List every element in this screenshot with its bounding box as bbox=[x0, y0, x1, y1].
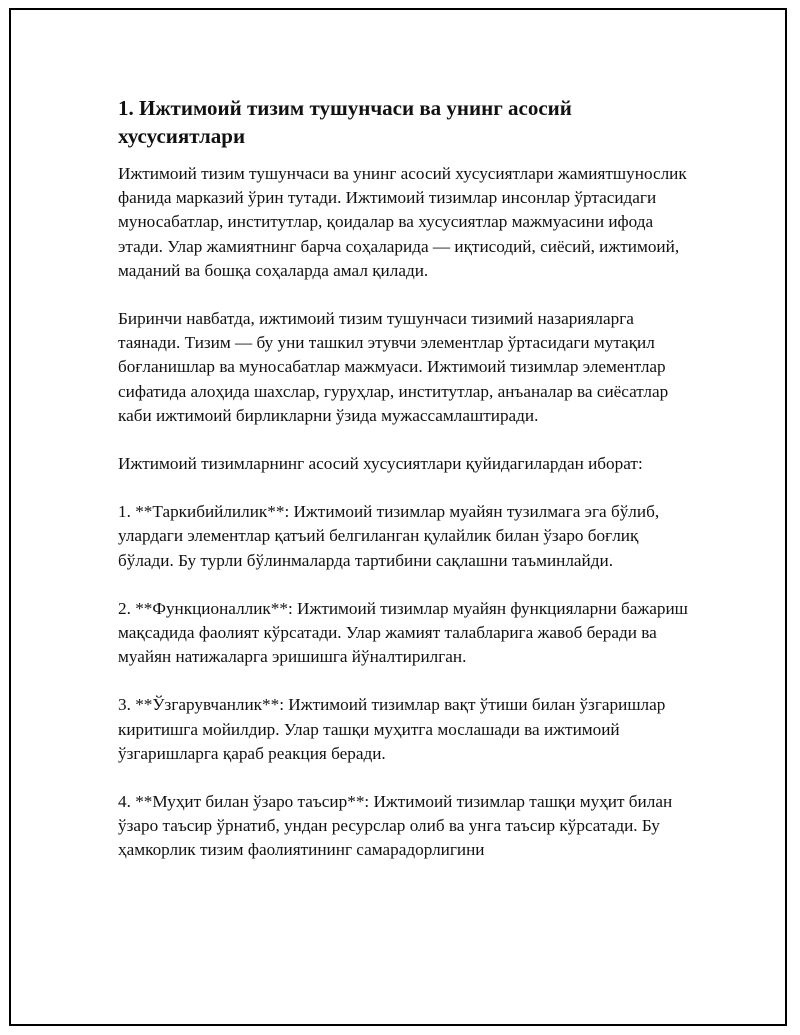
paragraph-features-lead: Ижтимоий тизимларнинг асосий хусусиятлари қуйидагилардан иборат: bbox=[118, 454, 643, 474]
paragraph-intro: Ижтимоий тизим тушунчаси ва унинг асосий хусусиятлари жамиятшунослик фанида марказий ўрин тутади. Ижтимоий тизимлар инсонлар ўртасидаги муносабатлар, институтлар, қоидалар ва хусусиятлар мажмуасини ифода этади. Улар жамиятнинг барча соҳаларида — иқтисодий, сиёсий, ижтимоий, маданий ва бошқа соҳаларда амал қилади. bbox=[118, 164, 687, 280]
list-item-variability: 3. **Ўзгарувчанлик**: Ижтимоий тизимлар вақт ўтиши билан ўзгаришлар киритишга мойилдир. Улар ташқи муҳитга мослашади ва ижтимоий ўзгаришларга қараб реакция беради. bbox=[118, 695, 666, 763]
paragraph-system-theory: Биринчи навбатда, ижтимоий тизим тушунчаси тизимий назарияларга таянади. Тизим — бу уни ташкил этувчи элементлар ўртасидаги мутақил боғланишлар ва муносабатлар мажмуаси. Ижтимоий тизимлар элементлар сифатида алоҳида шахслар, гуруҳлар, институтлар, анъаналар ва сиёсатлар каби ижтимоий бирликларни ўзида мужассамлаштиради. bbox=[118, 309, 669, 425]
document-body bbox=[118, 94, 688, 887]
list-item-environment: 4. **Муҳит билан ўзаро таъсир**: Ижтимоий тизимлар ташқи муҳит билан ўзаро таъсир ўрнатиб, ундан ресурслар олиб ва унга таъсир кўрсатади. Бу ҳамкорлик тизим фаолиятининг самарадорлигини bbox=[118, 792, 673, 860]
section-title: 1. Ижтимоий тизим тушунчаси ва унинг асосий хусусиятлари bbox=[118, 96, 572, 148]
list-item-structure: 1. **Таркибийлилик**: Ижтимоий тизимлар муайян тузилмага эга бўлиб, улардаги элементлар қатъий белгиланган қулайлик билан ўзаро боғлиқ бўлади. Бу турли бўлинмаларда тартибини сақлашни таъминлайди. bbox=[118, 502, 660, 570]
list-item-functionality: 2. **Функционаллик**: Ижтимоий тизимлар муайян функцияларни бажариш мақсадида фаолият кўрсатади. Улар жамият талабларига жавоб беради ва муайян натижаларга эришишга йўналтирилган. bbox=[118, 598, 688, 667]
